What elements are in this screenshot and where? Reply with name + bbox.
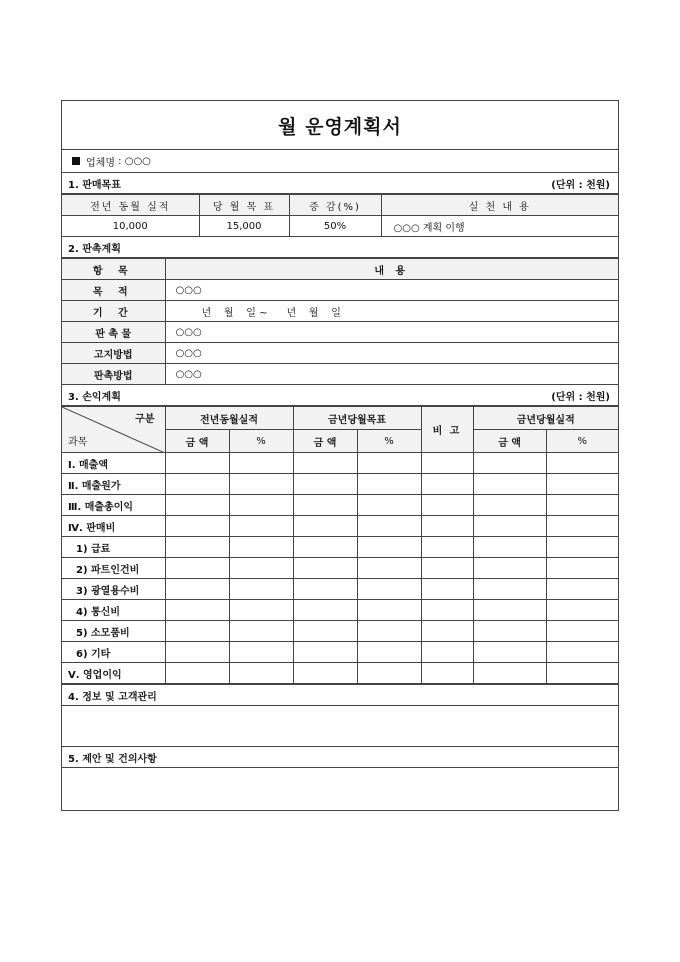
profit-value-cell[interactable] <box>293 516 357 537</box>
profit-value-cell[interactable] <box>421 516 473 537</box>
document-title: 월 운영계획서 <box>62 101 618 150</box>
promotion-label: 기 간 <box>62 301 165 322</box>
profit-value-cell[interactable] <box>229 516 293 537</box>
profit-row-label: 2) 파트인건비 <box>62 558 165 579</box>
profit-value-cell[interactable] <box>421 663 473 684</box>
profit-value-cell[interactable] <box>165 663 229 684</box>
profit-value-cell[interactable] <box>229 474 293 495</box>
promotion-header-row <box>62 259 618 280</box>
profit-value-cell[interactable] <box>165 621 229 642</box>
square-bullet-icon <box>72 157 80 165</box>
promotion-row <box>62 280 618 301</box>
promotion-row <box>62 364 618 385</box>
profit-value-cell[interactable] <box>165 537 229 558</box>
profit-value-cell[interactable] <box>546 621 618 642</box>
promotion-label: 판 촉 물 <box>62 322 165 343</box>
profit-value-cell[interactable] <box>229 579 293 600</box>
profit-value-cell[interactable] <box>165 453 229 474</box>
profit-value-cell[interactable] <box>165 642 229 663</box>
profit-value-cell[interactable] <box>546 558 618 579</box>
profit-value-cell[interactable] <box>473 453 546 474</box>
profit-value-cell[interactable] <box>473 579 546 600</box>
profit-value-cell[interactable] <box>357 453 421 474</box>
promotion-label: 고지방법 <box>62 343 165 364</box>
profit-plan-unit: (단위 : 천원) <box>551 391 610 403</box>
profit-value-cell[interactable] <box>293 453 357 474</box>
profit-value-cell[interactable] <box>421 579 473 600</box>
profit-value-cell[interactable] <box>165 516 229 537</box>
profit-value-cell[interactable] <box>357 621 421 642</box>
profit-value-cell[interactable] <box>229 642 293 663</box>
operation-plan-document <box>61 100 619 811</box>
profit-value-cell[interactable] <box>293 495 357 516</box>
profit-value-cell[interactable] <box>546 474 618 495</box>
header-prev-year: 전년 동월 실적 <box>62 195 199 216</box>
promotion-plan-table <box>62 258 618 385</box>
profit-row-label: Ⅰ. 매출액 <box>62 453 165 474</box>
profit-value-cell[interactable] <box>293 621 357 642</box>
profit-value-cell[interactable] <box>473 495 546 516</box>
action-value[interactable]: ○○○ 계획 이행 <box>381 216 618 237</box>
info-section-title: 4. 정보 및 고객관리 <box>68 691 157 703</box>
promotion-value[interactable]: 년 월 일 ~ 년 월 일 <box>165 301 618 322</box>
sales-target-table <box>62 194 618 237</box>
sales-target-title: 1. 판매목표 <box>68 179 121 191</box>
profit-row <box>62 495 618 516</box>
profit-value-cell[interactable] <box>293 579 357 600</box>
promotion-row <box>62 301 618 322</box>
company-value: ○○○ <box>124 155 151 167</box>
profit-value-cell[interactable] <box>293 642 357 663</box>
profit-value-cell[interactable] <box>229 663 293 684</box>
profit-value-cell[interactable] <box>357 642 421 663</box>
diagonal-header-cell <box>62 407 165 453</box>
profit-value-cell[interactable] <box>546 516 618 537</box>
profit-row-label: Ⅲ. 매출총이익 <box>62 495 165 516</box>
profit-value-cell[interactable] <box>293 558 357 579</box>
profit-row <box>62 621 618 642</box>
profit-value-cell[interactable] <box>357 516 421 537</box>
profit-value-cell[interactable] <box>421 537 473 558</box>
profit-row <box>62 600 618 621</box>
profit-value-cell[interactable] <box>357 663 421 684</box>
header-action: 실 천 내 용 <box>381 195 618 216</box>
promotion-label: 목 적 <box>62 280 165 301</box>
profit-value-cell[interactable] <box>229 453 293 474</box>
company-name-line <box>62 150 618 173</box>
profit-row <box>62 516 618 537</box>
profit-value-cell[interactable] <box>229 537 293 558</box>
group-target: 금년당월목표 <box>293 407 421 430</box>
profit-value-cell[interactable] <box>229 600 293 621</box>
profit-value-cell[interactable] <box>546 453 618 474</box>
profit-value-cell[interactable] <box>165 495 229 516</box>
promotion-label: 판촉방법 <box>62 364 165 385</box>
header-change: 증 감(%) <box>289 195 381 216</box>
profit-row-label: Ⅱ. 매출원가 <box>62 474 165 495</box>
promotion-header-item: 항 목 <box>62 259 165 280</box>
profit-value-cell[interactable] <box>357 600 421 621</box>
profit-value-cell[interactable] <box>165 579 229 600</box>
promotion-value[interactable]: ○○○ <box>165 280 618 301</box>
suggest-section-heading <box>62 747 618 768</box>
profit-value-cell[interactable] <box>421 621 473 642</box>
profit-value-cell[interactable] <box>165 600 229 621</box>
promotion-value[interactable]: ○○○ <box>165 364 618 385</box>
company-colon: : <box>114 155 125 167</box>
profit-value-cell[interactable] <box>357 579 421 600</box>
profit-value-cell[interactable] <box>293 663 357 684</box>
profit-value-cell[interactable] <box>546 600 618 621</box>
profit-value-cell[interactable] <box>165 474 229 495</box>
profit-value-cell[interactable] <box>229 558 293 579</box>
profit-value-cell[interactable] <box>421 642 473 663</box>
profit-row-label: 3) 광열용수비 <box>62 579 165 600</box>
info-section-body[interactable] <box>62 706 618 747</box>
promotion-plan-title: 2. 판촉계획 <box>68 243 121 255</box>
profit-row-label: Ⅴ. 영업이익 <box>62 663 165 684</box>
profit-value-cell[interactable] <box>421 474 473 495</box>
profit-value-cell[interactable] <box>293 474 357 495</box>
profit-value-cell[interactable] <box>473 621 546 642</box>
profit-value-cell[interactable] <box>473 474 546 495</box>
profit-value-cell[interactable] <box>421 453 473 474</box>
group-actual: 금년당월실적 <box>473 407 618 430</box>
sales-target-row <box>62 216 618 237</box>
change-value[interactable]: 50% <box>289 216 381 237</box>
group-prev-year: 전년동월실적 <box>165 407 293 430</box>
profit-row <box>62 663 618 684</box>
profit-plan-heading <box>62 385 618 406</box>
prev-year-value[interactable]: 10,000 <box>62 216 199 237</box>
percent-header: % <box>229 430 293 453</box>
sales-target-heading <box>62 173 618 194</box>
promotion-value[interactable]: ○○○ <box>165 343 618 364</box>
sales-target-header-row <box>62 195 618 216</box>
profit-value-cell[interactable] <box>473 537 546 558</box>
promotion-header-content: 내 용 <box>165 259 618 280</box>
remark-header: 비 고 <box>421 407 473 453</box>
percent-header: % <box>357 430 421 453</box>
profit-row-label: Ⅳ. 판매비 <box>62 516 165 537</box>
profit-value-cell[interactable] <box>546 663 618 684</box>
profit-header-row-1 <box>62 407 618 430</box>
profit-row-label: 4) 통신비 <box>62 600 165 621</box>
profit-value-cell[interactable] <box>293 600 357 621</box>
profit-value-cell[interactable] <box>473 558 546 579</box>
diag-bottom-label: 과목 <box>68 437 88 448</box>
profit-value-cell[interactable] <box>421 600 473 621</box>
suggest-section-title: 5. 제안 및 건의사항 <box>68 753 157 765</box>
profit-value-cell[interactable] <box>421 558 473 579</box>
profit-value-cell[interactable] <box>357 495 421 516</box>
profit-row-label: 1) 급료 <box>62 537 165 558</box>
amount-header: 금 액 <box>165 430 229 453</box>
sales-target-unit: (단위 : 천원) <box>551 179 610 191</box>
profit-row <box>62 537 618 558</box>
diag-top-label: 구분 <box>135 414 155 425</box>
profit-value-cell[interactable] <box>229 495 293 516</box>
profit-row <box>62 558 618 579</box>
profit-value-cell[interactable] <box>357 537 421 558</box>
promotion-row <box>62 322 618 343</box>
percent-header: % <box>546 430 618 453</box>
profit-row <box>62 474 618 495</box>
profit-value-cell[interactable] <box>473 663 546 684</box>
suggest-section-body[interactable] <box>62 768 618 810</box>
profit-row <box>62 579 618 600</box>
profit-plan-title: 3. 손익계획 <box>68 391 121 403</box>
profit-plan-table <box>62 406 618 684</box>
profit-value-cell[interactable] <box>546 537 618 558</box>
profit-value-cell[interactable] <box>357 474 421 495</box>
profit-value-cell[interactable] <box>293 537 357 558</box>
info-section-heading <box>62 684 618 706</box>
company-label: 업체명 <box>86 157 115 169</box>
profit-value-cell[interactable] <box>357 558 421 579</box>
profit-value-cell[interactable] <box>473 642 546 663</box>
profit-value-cell[interactable] <box>229 621 293 642</box>
profit-value-cell[interactable] <box>473 516 546 537</box>
profit-value-cell[interactable] <box>546 579 618 600</box>
profit-value-cell[interactable] <box>473 600 546 621</box>
promotion-row <box>62 343 618 364</box>
profit-value-cell[interactable] <box>546 495 618 516</box>
profit-row <box>62 453 618 474</box>
profit-row <box>62 642 618 663</box>
profit-value-cell[interactable] <box>546 642 618 663</box>
promotion-value[interactable]: ○○○ <box>165 322 618 343</box>
profit-value-cell[interactable] <box>421 495 473 516</box>
profit-value-cell[interactable] <box>165 558 229 579</box>
amount-header: 금 액 <box>473 430 546 453</box>
target-value[interactable]: 15,000 <box>199 216 289 237</box>
promotion-plan-heading <box>62 237 618 258</box>
profit-plan-body <box>62 453 618 684</box>
profit-row-label: 6) 기타 <box>62 642 165 663</box>
amount-header: 금 액 <box>293 430 357 453</box>
header-target: 당 월 목 표 <box>199 195 289 216</box>
profit-row-label: 5) 소모품비 <box>62 621 165 642</box>
